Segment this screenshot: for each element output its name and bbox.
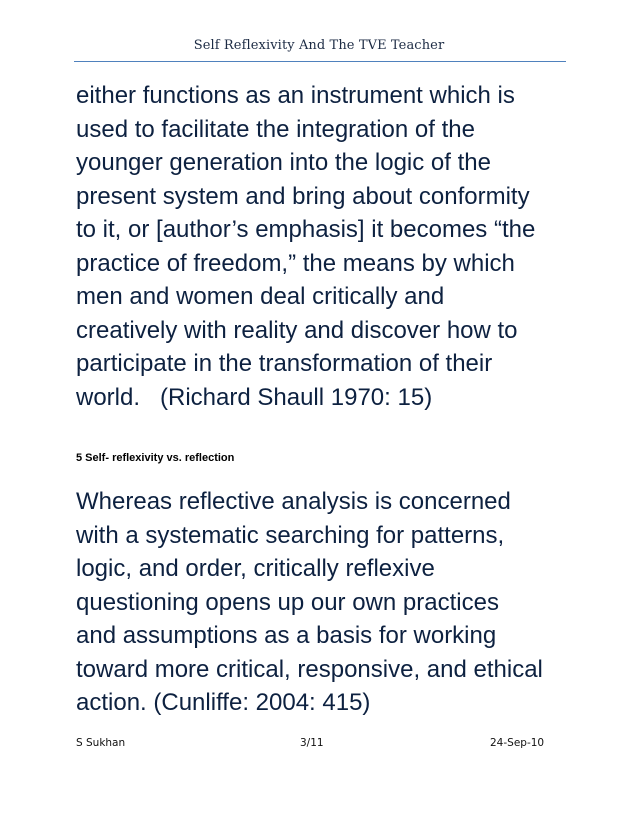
text-line: with a systematic searching for patterns, <box>76 521 505 549</box>
quote-paragraph-cunliffe <box>76 485 576 720</box>
text-line: world. (Richard Shaull 1970: 15) <box>76 383 433 411</box>
footer-page-number: 3/11 <box>300 737 324 749</box>
text-line: either functions as an instrument which is <box>76 82 515 109</box>
footer-date: 24-Sep-10 <box>490 737 545 749</box>
text-line: toward more critical, responsive, and ethical <box>76 655 543 683</box>
text-line: practice of freedom,” the means by which <box>76 249 515 277</box>
text-line: men and women deal critically and <box>76 283 445 310</box>
quote-paragraph-shaull <box>76 79 576 414</box>
text-line: questioning opens up our own practices <box>76 588 499 616</box>
text-line: and assumptions as a basis for working <box>76 622 497 649</box>
footer-author: S Sukhan <box>76 737 126 749</box>
text-line: used to facilitate the integration of the <box>76 115 475 143</box>
text-line: younger generation into the logic of the <box>76 149 491 176</box>
text-line: present system and bring about conformity <box>76 182 530 210</box>
text-line: logic, and order, critically reflexive <box>76 555 435 582</box>
text-line: participate in the transformation of their <box>76 350 493 377</box>
running-header-title: Self Reflexivity And The TVE Teacher <box>193 38 445 53</box>
text-line: action. (Cunliffe: 2004: 415) <box>76 689 371 716</box>
section-heading: 5 Self- reflexivity vs. reflection <box>76 452 235 464</box>
header-divider <box>74 61 566 62</box>
text-line: to it, or [author’s emphasis] it becomes “the <box>76 216 536 243</box>
text-line: Whereas reflective analysis is concerned <box>76 488 511 515</box>
text-line: creatively with reality and discover how to <box>76 316 518 344</box>
